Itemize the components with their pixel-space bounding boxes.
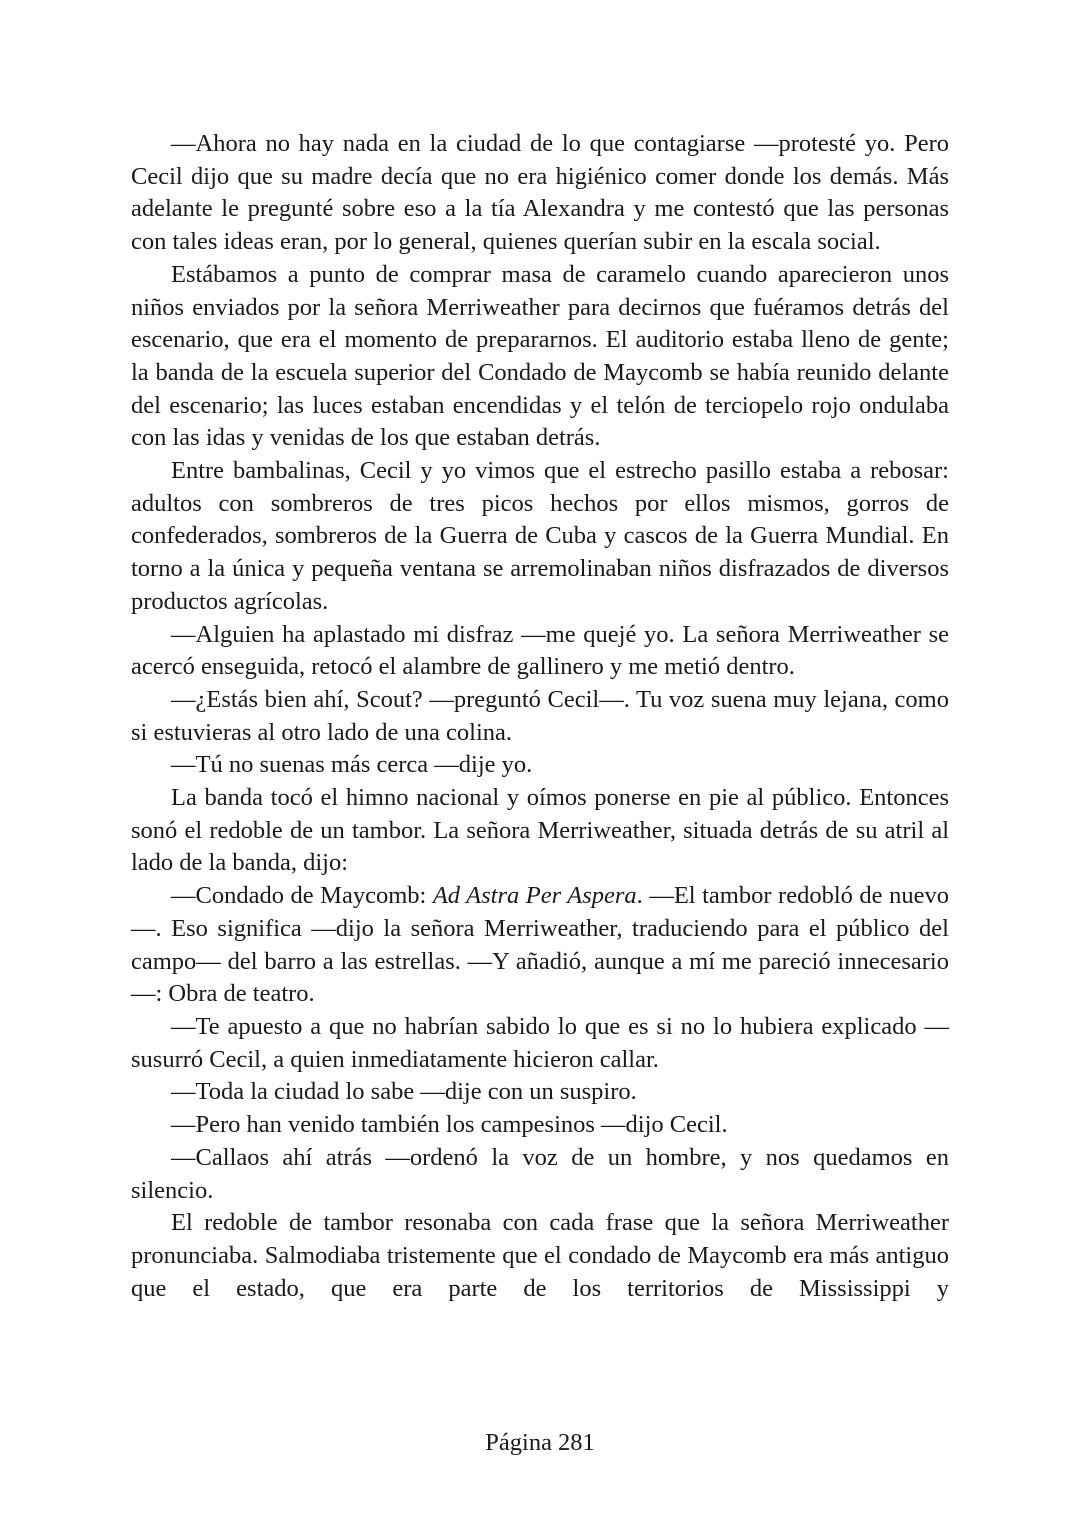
text-run: . —El tambor redobló de nuevo—. Eso significa —dijo la señora Merriweather, traduciendo para el público del campo— del barro a las estrellas. —Y añadió, aunque a mí me pareció innecesario—: Obra de teatro. bbox=[131, 882, 949, 1008]
paragraph bbox=[131, 619, 949, 684]
text-run: —¿Estás bien ahí, Scout? —preguntó Cecil—. Tu voz suena muy lejana, como si estuvieras al otro lado de una colina. bbox=[131, 685, 949, 746]
page-footer bbox=[0, 1427, 1080, 1459]
paragraph bbox=[131, 684, 949, 749]
paragraph bbox=[131, 128, 949, 259]
page-body bbox=[131, 128, 949, 1305]
paragraph bbox=[131, 1142, 949, 1207]
text-run: —Ahora no hay nada en la ciudad de lo que contagiarse —protesté yo. Pero Cecil dijo que su madre decía que no era higiénico comer donde los demás. Más adelante le pregunté sobre eso a la tía Alexandra y me contestó que las personas con tales ideas eran, por lo general, quienes querían subir en la escala social. bbox=[131, 130, 949, 256]
text-run: —Condado de Maycomb: bbox=[171, 882, 433, 910]
paragraph bbox=[131, 880, 949, 1011]
text-run: —Tú no suenas más cerca —dije yo. bbox=[171, 751, 533, 779]
italic-phrase: Ad Astra Per Aspera bbox=[432, 882, 637, 910]
text-run: —Toda la ciudad lo sabe —dije con un suspiro. bbox=[171, 1078, 637, 1106]
paragraph bbox=[131, 1207, 949, 1305]
text-run: —Te apuesto a que no habrían sabido lo que es si no lo hubiera explicado —susurró Cecil, a quien inmediatamente hicieron callar. bbox=[131, 1012, 949, 1073]
page-number-label: Página bbox=[485, 1429, 552, 1456]
text-run: —Alguien ha aplastado mi disfraz —me quejé yo. La señora Merriweather se acercó enseguida, retocó el alambre de gallinero y me metió dentro. bbox=[131, 620, 949, 681]
text-run: El redoble de tambor resonaba con cada frase que la señora Merriweather pronunciaba. Salmodiaba tristemente que el condado de Maycomb era más antiguo que el estado, que era parte de los territorios de Mississippi y bbox=[131, 1209, 949, 1302]
paragraph bbox=[131, 1109, 949, 1142]
text-run: —Pero han venido también los campesinos —dijo Cecil. bbox=[171, 1111, 728, 1139]
paragraph bbox=[131, 259, 949, 455]
text-run: —Callaos ahí atrás —ordenó la voz de un hombre, y nos quedamos en silencio. bbox=[131, 1143, 949, 1204]
text-run: Estábamos a punto de comprar masa de caramelo cuando aparecieron unos niños enviados por la señora Merriweather para decirnos que fuéramos detrás del escenario, que era el momento de prepararnos. El auditorio estaba lleno de gente; la banda de la escuela superior del Condado de Maycomb se había reunido delante del escenario; las luces estaban encendidas y el telón de terciopelo rojo ondulaba con las idas y venidas de los que estaban detrás. bbox=[131, 260, 949, 452]
paragraph bbox=[131, 782, 949, 880]
paragraph bbox=[131, 749, 949, 782]
paragraph bbox=[131, 1076, 949, 1109]
text-run: Entre bambalinas, Cecil y yo vimos que el estrecho pasillo estaba a rebosar: adultos con sombreros de tres picos hechos por ellos mismos, gorros de confederados, sombreros de la Guerra de Cuba y cascos de la Guerra Mundial. En torno a la única y pequeña ventana se arremolinaban niños disfrazados de diversos productos agrícolas. bbox=[131, 457, 949, 615]
text-run: La banda tocó el himno nacional y oímos ponerse en pie al público. Entonces sonó el redoble de un tambor. La señora Merriweather, situada detrás de su atril al lado de la banda, dijo: bbox=[131, 784, 949, 877]
paragraph bbox=[131, 1011, 949, 1076]
page-number: 281 bbox=[557, 1429, 595, 1456]
paragraph bbox=[131, 455, 949, 619]
